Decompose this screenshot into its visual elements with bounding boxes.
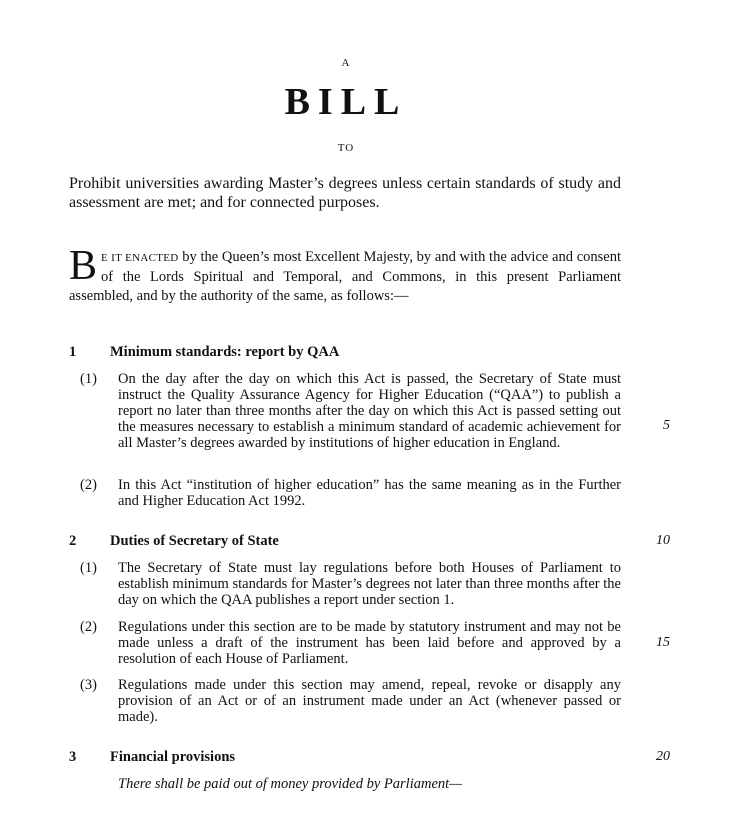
subsection-text: The Secretary of State must lay regulations before both Houses of Parliament to establish minimum standards for Master’s degrees not later than three months after the day on which the QAA publishes a report under section 1.: [118, 560, 621, 608]
clause-title: Financial provisions: [110, 749, 236, 765]
bill-to-label: TO: [337, 142, 355, 154]
clause-title: Minimum standards: report by QAA: [110, 344, 340, 360]
enacting-formula: [69, 243, 621, 306]
subsection: [80, 560, 621, 608]
line-number: 10: [656, 533, 670, 548]
bill-prefix: A: [341, 57, 351, 69]
subsection-text: In this Act “institution of higher education” has the same meaning as in the Further and Higher Education Act 1992.: [118, 477, 621, 509]
enacting-text: by the Queen’s most Excellent Majesty, by and with the advice and consent of the Lords Spiritual and Temporal, and Commons, in this present Parliament assembled, and by the authority of the same, as follows:—: [69, 249, 621, 304]
subsection: [80, 677, 621, 725]
subsection-number: (2): [80, 477, 97, 493]
line-number: 20: [656, 749, 670, 764]
bill-title: BILL: [284, 81, 408, 123]
long-title: Prohibit universities awarding Master’s degrees unless certain standards of study and assessment are met; and for connected purposes.: [69, 175, 621, 211]
clause-title: Duties of Secretary of State: [110, 533, 279, 549]
enacting-dropcap: B: [69, 243, 98, 289]
subsection-number: (1): [80, 371, 97, 387]
subsection-number: (1): [80, 560, 97, 576]
subsection-number: (2): [80, 619, 97, 635]
subsection: [80, 477, 621, 509]
subsection-number: (3): [80, 677, 97, 693]
subsection-text: On the day after the day on which this Act is passed, the Secretary of State must instruct the Quality Assurance Agency for Higher Education (“QAA”) to publish a report no later than three months after the day on which this Act is passed setting out the measures necessary to establish a minimum standard of academic achievement for all Master’s degrees awarded by institutions of higher education in England.: [118, 371, 621, 451]
clause-number: 3: [69, 749, 77, 765]
enacting-smallcaps: E IT ENACTED: [101, 252, 179, 264]
clause-number: 1: [69, 344, 77, 360]
line-number: 15: [656, 635, 670, 650]
subsection: [80, 371, 621, 467]
line-number: 5: [663, 418, 670, 433]
clause-number: 2: [69, 533, 77, 549]
subsection-text: Regulations made under this section may amend, repeal, revoke or disapply any provision of an Act or of an instrument made under an Act (whenever passed or made).: [118, 677, 621, 725]
subsection-text: Regulations under this section are to be made by statutory instrument and may not be made unless a draft of the instrument has been laid before and approved by a resolution of each House of Parliament.: [118, 619, 621, 667]
clause-text: There shall be paid out of money provided by Parliament—: [118, 776, 463, 792]
subsection: [80, 619, 621, 667]
